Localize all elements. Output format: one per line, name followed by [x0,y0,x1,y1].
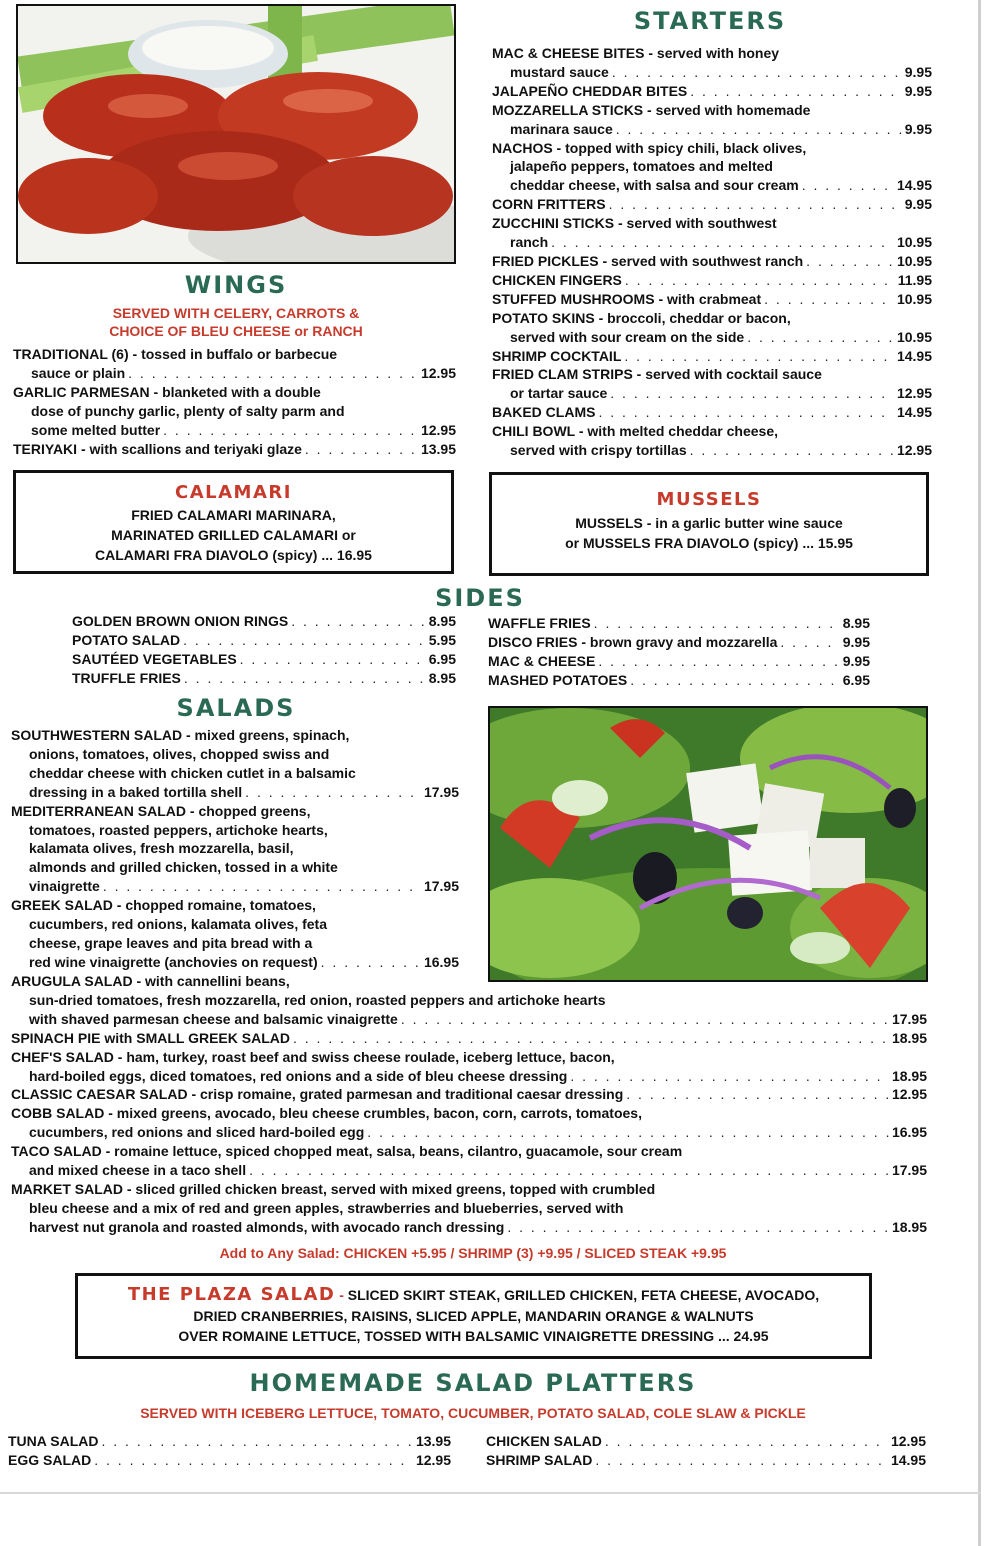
dot-leader [764,290,894,309]
menu-item-price: 17.95 [423,878,459,895]
menu-item-price: 16.95 [891,1124,927,1141]
menu-item-line [13,383,456,402]
menu-item-line [11,839,459,858]
menu-item-line [11,953,459,972]
wings-subtitle-line: CHOICE OF BLEU CHEESE or RANCH [109,323,363,339]
platters-subtitle: SERVED WITH ICEBERG LETTUCE, TOMATO, CUCUMBER, POTATO SALAD, COLE SLAW & PICKLE [140,1405,806,1421]
menu-item-description: red wine vinaigrette (anchovies on request) [29,953,318,970]
dot-leader [240,650,426,669]
dot-leader [163,421,418,440]
plaza-line: OVER ROMAINE LETTUCE, TOSSED WITH BALSAMIC VINAIGRETTE DRESSING ... 24.95 [178,1328,769,1344]
menu-item-price: 17.95 [423,783,459,800]
menu-item-line [492,176,932,195]
menu-item-line [11,1199,927,1218]
menu-item-name: TRADITIONAL (6) - tossed in buffalo or barbecue [13,346,338,362]
menu-item-name: CORN FRITTERS [492,196,606,213]
menu-item-line [11,991,927,1010]
menu-item-price: 9.95 [904,63,932,80]
dot-leader [780,633,839,652]
menu-item-description: sauce or plain [31,364,126,381]
dot-leader [128,364,418,383]
menu-item-name: TRUFFLE FRIES [72,669,181,686]
menu-item-name: ARUGULA SALAD - with cannellini beans, [11,973,290,989]
platters-right-list [486,1432,926,1470]
page-edge [978,0,981,1546]
menu-item-line [11,858,459,877]
menu-item-line [492,309,932,328]
menu-item-name: TUNA SALAD [8,1433,99,1449]
menu-item-price: 12.95 [891,1086,927,1103]
menu-item-line [11,1142,927,1161]
menu-item-name: FRIED PICKLES - served with southwest ranch [492,252,804,269]
menu-item-line [11,915,459,934]
menu-item [488,614,870,633]
menu-item-name: CHICKEN FINGERS [492,271,622,288]
menu-item-name: MOZZARELLA STICKS - served with homemade [492,101,811,118]
menu-item [492,309,932,347]
menu-item-name: POTATO SKINS - broccoli, cheddar or bacon, [492,309,791,326]
dot-leader [184,669,426,688]
menu-item-price: 18.95 [891,1029,927,1046]
menu-item-line [486,1451,926,1470]
plaza-dash: - [335,1287,348,1303]
menu-item-name: MARKET SALAD - sliced grilled chicken breast, served with mixed greens, topped with crumbled [11,1180,656,1197]
menu-item-name: SHRIMP SALAD [486,1451,593,1468]
menu-item-description: harvest nut granola and roasted almonds, with avocado ranch dressing [29,1218,505,1235]
wings-subtitle [16,304,456,340]
dot-leader [616,120,902,139]
salad-illustration [490,708,926,980]
menu-item-line [488,652,870,671]
menu-item-line [492,44,932,63]
menu-item-description: mustard sauce [510,63,609,80]
menu-item-description: cucumbers, red onions and sliced hard-boiled egg [29,1124,365,1141]
salads-top-list [11,726,459,972]
menu-item-name: CHILI BOWL - with melted cheddar cheese, [492,423,779,440]
menu-item-description: with shaved parmesan cheese and balsamic vinaigrette [29,1010,398,1027]
menu-item-price: 10.95 [896,290,932,307]
menu-item-price: 16.95 [423,953,459,970]
menu-item-description: sun-dried tomatoes, fresh mozzarella, red onion, roasted peppers and artichoke hearts [29,991,606,1008]
menu-item-name: MAC & CHEESE [488,652,596,669]
menu-item-name: EGG SALAD [8,1451,92,1468]
dot-leader [690,441,894,460]
dot-leader [806,252,894,271]
plaza-line: DRIED CRANBERRIES, RAISINS, SLICED APPLE, MANDARIN ORANGE & WALNUTS [193,1308,754,1324]
menu-item-price: 8.95 [428,669,456,686]
menu-item-line [492,63,932,82]
calamari-heading: CALAMARI [175,482,292,503]
menu-item [72,650,456,669]
menu-item-line [488,614,870,633]
menu-item [72,669,456,688]
menu-item-line [11,783,459,802]
dot-leader [690,82,902,101]
platters-heading: HOMEMADE SALAD PLATTERS [249,1369,697,1397]
dot-leader [551,233,894,252]
menu-item-line [488,671,870,690]
menu-item-price: 14.95 [890,1451,926,1468]
menu-item-line [13,421,456,440]
menu-item-line [492,384,932,403]
menu-item-name: TACO SALAD - romaine lettuce, spiced chopped meat, salsa, beans, cilantro, guacamole, sour cream [11,1143,683,1160]
menu-item-description: dose of punchy garlic, plenty of salty parm and [31,402,345,419]
menu-item-line [492,271,932,290]
menu-item-line [11,1029,927,1048]
menu-item-line [488,633,870,652]
dot-leader [630,671,840,690]
menu-item-line [492,365,932,384]
dot-leader [625,271,895,290]
menu-item-line [72,669,456,688]
menu-item-description: vinaigrette [29,878,100,895]
mussels-heading: MUSSELS [656,489,762,510]
dot-leader [626,1085,889,1104]
menu-item-line [13,440,456,459]
menu-item-price: 14.95 [896,177,932,194]
menu-item-price: 6.95 [428,650,456,667]
menu-item-description: cheese, grape leaves and pita bread with a [29,934,313,951]
menu-item-line [11,1123,927,1142]
menu-item-price: 10.95 [896,328,932,345]
dot-leader [401,1010,889,1029]
menu-item-line [8,1451,451,1470]
menu-item-price: 12.95 [420,364,456,381]
menu-item-price: 13.95 [415,1433,451,1449]
menu-item-price: 13.95 [420,440,456,457]
menu-item [13,383,456,440]
menu-item [13,345,456,383]
menu-item-name: GOLDEN BROWN ONION RINGS [72,613,289,629]
menu-item [486,1451,926,1470]
menu-item-price: 9.95 [904,196,932,213]
menu-item-description: kalamata olives, fresh mozzarella, basil, [29,840,294,857]
starters-heading: STARTERS [633,7,787,35]
menu-item-price: 12.95 [896,385,932,402]
menu-item [492,271,932,290]
menu-item-line [492,120,932,139]
menu-item-price: 14.95 [896,404,932,421]
menu-item-line [11,764,459,783]
menu-item [11,1104,927,1142]
menu-item-price: 9.95 [904,82,932,99]
dot-leader [367,1123,889,1142]
plaza-text: SLICED SKIRT STEAK, GRILLED CHICKEN, FETA CHEESE, AVOCADO, [347,1287,820,1303]
menu-item [11,1048,927,1086]
menu-item-name: SPINACH PIE with SMALL GREEK SALAD [11,1029,290,1046]
menu-item-line [11,1180,927,1199]
menu-item-price: 10.95 [896,234,932,251]
menu-item-price: 12.95 [420,421,456,438]
menu-item [72,631,456,650]
dot-leader [321,953,421,972]
menu-item [11,802,459,897]
menu-item-line [11,1048,927,1067]
menu-item-name: BAKED CLAMS [492,404,596,421]
menu-item-name: GARLIC PARMESAN - blanketed with a double [13,383,321,400]
menu-item-line [11,1161,927,1180]
menu-item-price: 17.95 [891,1010,927,1027]
menu-item [11,896,459,972]
menu-item-price: 5.95 [428,631,456,648]
menu-item-line [13,402,456,421]
menu-item-name: COBB SALAD - mixed greens, avocado, bleu cheese crumbles, bacon, corn, carrots, tomatoes, [11,1105,642,1122]
menu-item-name: NACHOS - topped with spicy chili, black olives, [492,139,807,156]
menu-item-name: STUFFED MUSHROOMS - with crabmeat [492,290,762,307]
dot-leader [293,1029,889,1048]
starters-list [492,44,932,460]
salads-heading: SALADS [176,694,296,722]
menu-item-line [492,328,932,347]
menu-item-line [11,1067,927,1086]
menu-item-name: FRIED CLAM STRIPS - served with cocktail sauce [492,366,822,383]
menu-item-line [492,252,932,271]
menu-item [11,726,459,802]
menu-item-line [11,726,459,745]
menu-item-description: tomatoes, roasted peppers, artichoke hearts, [29,821,328,838]
menu-item-name: CLASSIC CAESAR SALAD - crisp romaine, grated parmesan and traditional caesar dressing [11,1086,624,1103]
menu-item-name: MAC & CHEESE BITES - served with honey [492,45,780,61]
menu-item-description: cucumbers, red onions, kalamata olives, feta [29,916,327,933]
menu-item-description: cheddar cheese with chicken cutlet in a balsamic [29,764,356,781]
wings-illustration [18,6,454,262]
menu-item [492,44,932,82]
menu-item-line [11,972,927,991]
menu-item-line [492,422,932,441]
dot-leader [612,63,902,82]
menu-item-line [11,934,459,953]
menu-item-name: SAUTÉED VEGETABLES [72,650,237,667]
dot-leader [183,631,426,650]
menu-item-line [492,347,932,366]
menu-item [492,195,932,214]
dot-leader [595,1451,888,1470]
menu-item-name: GREEK SALAD - chopped romaine, tomatoes, [11,897,316,914]
dot-leader [605,1432,888,1451]
dot-leader [598,652,839,671]
plaza-salad-box [75,1273,872,1359]
dot-leader [594,614,840,633]
menu-item-name: SHRIMP COCKTAIL [492,347,622,364]
menu-item-name: ZUCCHINI STICKS - served with southwest [492,215,777,232]
menu-item [72,612,456,631]
menu-item-description: and mixed cheese in a taco shell [29,1162,247,1179]
page-edge [0,1492,981,1494]
menu-item-line [492,233,932,252]
menu-item-line [11,1085,927,1104]
menu-item-line [8,1432,451,1451]
menu-item [492,139,932,196]
menu-item-description: served with sour cream on the side [510,328,745,345]
menu-item-line [11,1218,927,1237]
menu-item-price: 9.95 [842,652,870,669]
menu-item-price: 9.95 [842,633,870,650]
menu-item [492,403,932,422]
platters-left-list [8,1432,451,1470]
dot-leader [610,384,894,403]
menu-item-price: 10.95 [896,252,932,269]
menu-item-description: some melted butter [31,421,161,438]
menu-item-price: 11.95 [897,271,932,288]
menu-item-price: 12.95 [415,1451,451,1468]
menu-item-line [13,345,456,364]
menu-item [492,82,932,101]
menu-item [11,972,927,1029]
salads-wide-list [11,972,927,1237]
wings-heading: WINGS [184,271,288,299]
menu-item [488,671,870,690]
menu-item-name: MASHED POTATOES [488,671,628,688]
menu-item-name: JALAPEÑO CHEDDAR BITES [492,82,688,99]
calamari-line: CALAMARI FRA DIAVOLO (spicy) ... 16.95 [95,547,372,563]
menu-item-description: bleu cheese and a mix of red and green apples, strawberries and blueberries, served with [29,1199,624,1216]
menu-item-name: MEDITERRANEAN SALAD - chopped greens, [11,802,311,819]
menu-item [11,1085,927,1104]
menu-item [8,1432,451,1451]
salad-add-on: Add to Any Salad: CHICKEN +5.95 / SHRIMP (3) +9.95 / SLICED STEAK +9.95 [219,1245,727,1261]
menu-item [492,422,932,460]
menu-item-line [13,364,456,383]
menu-item-line [492,441,932,460]
menu-item [8,1451,451,1470]
menu-item [492,290,932,309]
menu-item-line [11,821,459,840]
menu-item-name: POTATO SALAD [72,631,181,648]
menu-item-description: hard-boiled eggs, diced tomatoes, red onions and a side of bleu cheese dressing [29,1067,568,1084]
menu-item-price: 8.95 [842,615,870,631]
dot-leader [747,328,894,347]
menu-item-line [11,877,459,896]
menu-item [492,347,932,366]
menu-item-description: served with crispy tortillas [510,442,687,459]
mussels-line: or MUSSELS FRA DIAVOLO (spicy) ... 15.95 [565,535,853,551]
dot-leader [103,877,421,896]
menu-item-price: 6.95 [842,671,870,688]
menu-item-name: CHEF'S SALAD - ham, turkey, roast beef and swiss cheese roulade, iceberg lettuce, bacon, [11,1048,615,1065]
menu-item-description: cheddar cheese, with salsa and sour cream [510,177,799,194]
menu-item-price: 18.95 [891,1218,927,1235]
menu-item-description: onions, tomatoes, olives, chopped swiss and [29,745,330,762]
dot-leader [624,347,894,366]
menu-item-line [11,802,459,821]
menu-item-price: 9.95 [904,120,932,137]
menu-item-price: 8.95 [428,613,456,629]
menu-item [492,252,932,271]
menu-item-line [486,1432,926,1451]
menu-item [11,1029,927,1048]
menu-item-description: almonds and grilled chicken, tossed in a white [29,859,338,876]
menu-item-line [492,195,932,214]
menu-item-description: jalapeño peppers, tomatoes and melted [510,158,773,175]
menu-item-description: dressing in a baked tortilla shell [29,783,243,800]
menu-item-line [11,1010,927,1029]
sides-heading: SIDES [435,584,525,612]
wings-photo [16,4,456,264]
menu-item-line [492,101,932,120]
menu-item-line [72,650,456,669]
greek-salad-photo [488,706,928,982]
menu-item-line [72,631,456,650]
dot-leader [305,440,418,459]
mussels-line: MUSSELS - in a garlic butter wine sauce [575,515,843,531]
wings-subtitle-line: SERVED WITH CELERY, CARROTS & [112,305,360,321]
menu-item [492,214,932,252]
menu-item-name: SOUTHWESTERN SALAD - mixed greens, spinach, [11,727,350,743]
menu-item-line [11,1104,927,1123]
plaza-title: THE PLAZA SALAD [127,1284,336,1305]
sides-left-list [72,612,456,688]
dot-leader [94,1451,413,1470]
menu-item [488,652,870,671]
menu-item-price: 12.95 [890,1433,926,1449]
menu-item-line [11,896,459,915]
dot-leader [570,1067,889,1086]
calamari-line: FRIED CALAMARI MARINARA, [131,507,336,523]
menu-item-name: WAFFLE FRIES [488,615,591,631]
dot-leader [609,195,902,214]
menu-item-name: TERIYAKI - with scallions and teriyaki glaze [13,440,302,457]
menu-item [13,440,456,459]
menu-item-description: or tartar sauce [510,385,608,402]
dot-leader [291,612,426,631]
menu-item-line [492,214,932,233]
menu-item [486,1432,926,1451]
plaza-line [78,1284,869,1306]
menu-item-line [492,82,932,101]
calamari-box [13,470,454,574]
dot-leader [245,783,421,802]
menu-item [492,101,932,139]
menu-item-name: CHICKEN SALAD [486,1433,602,1449]
dot-leader [802,176,894,195]
menu-item-price: 18.95 [891,1067,927,1084]
menu-item-line [492,157,932,176]
menu-item-line [492,290,932,309]
menu-item-line [72,612,456,631]
menu-item [488,633,870,652]
dot-leader [249,1161,889,1180]
calamari-line: MARINATED GRILLED CALAMARI or [111,527,356,543]
menu-item-price: 14.95 [896,347,932,364]
menu-item-line [11,745,459,764]
wings-list [13,345,456,458]
mussels-box [489,472,929,576]
menu-item [11,1180,927,1237]
menu-item-price: 17.95 [891,1162,927,1179]
dot-leader [507,1218,889,1237]
sides-right-list [488,614,870,690]
menu-item [11,1142,927,1180]
menu-item-line [492,139,932,158]
dot-leader [598,403,894,422]
menu-item-line [492,403,932,422]
dot-leader [101,1432,412,1451]
menu-item [492,365,932,403]
menu-item-description: ranch [510,234,549,251]
menu-item-name: DISCO FRIES - brown gravy and mozzarella [488,633,778,650]
menu-item-price: 12.95 [896,442,932,459]
menu-item-description: marinara sauce [510,120,613,137]
